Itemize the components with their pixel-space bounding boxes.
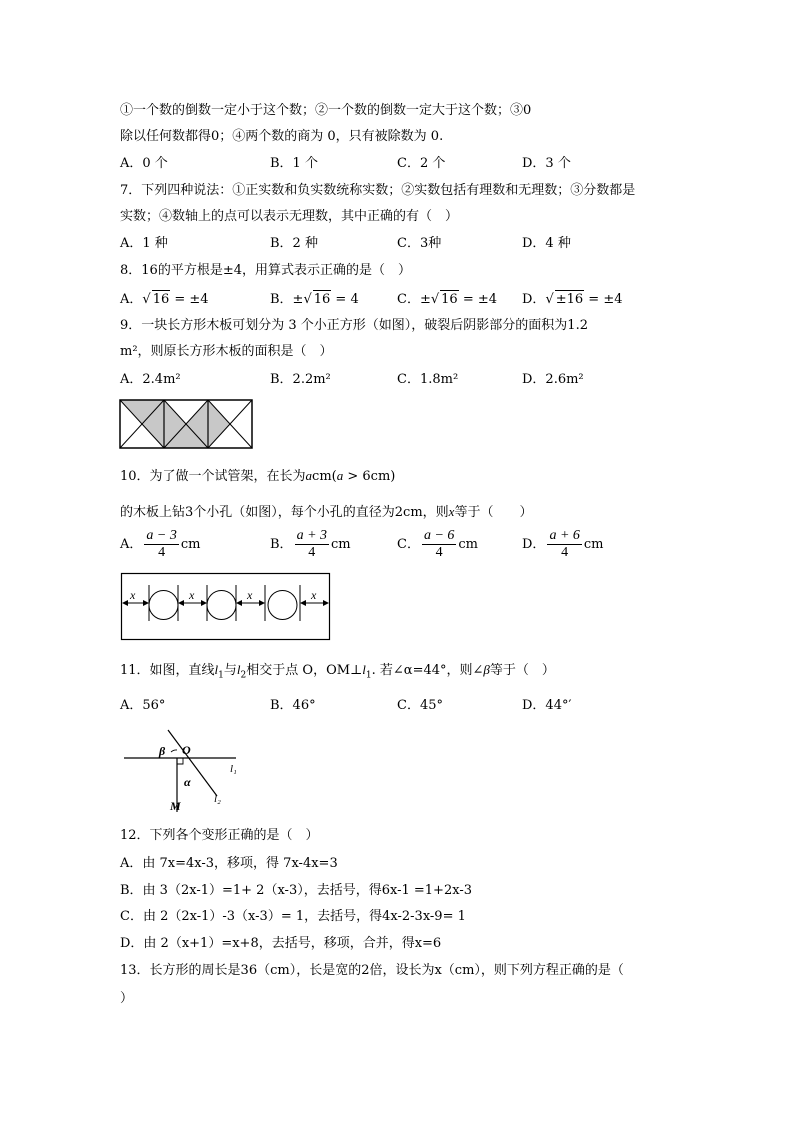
q12-option-b: B．由 3（2x-1）=1+ 2（x-3），去括号，得6x-1 =1+2x-3 (120, 883, 472, 898)
q10-line2 (120, 503, 532, 522)
q8-b-radicand: 16 (313, 292, 331, 307)
q8-d-label: D． (522, 292, 546, 307)
q10-d-label: D． (522, 537, 546, 552)
q11-option-a: A．56° (120, 698, 166, 713)
q11-mid2: 相交于点 O，OM⊥ (246, 663, 363, 678)
q10-cond-tail: > 6cm) (343, 469, 396, 484)
q8-a-rest: = ±4 (170, 292, 209, 307)
q13-line2: ） (120, 991, 134, 1006)
q7-option-b: B．2 种 (270, 236, 318, 251)
fraction-denominator: 4 (308, 545, 316, 560)
q11-option-c: C．45° (397, 698, 443, 713)
fraction (422, 528, 456, 561)
line-l2 (168, 730, 217, 796)
q11-lines-figure (122, 722, 252, 814)
q12-option-d: D．由 2（x+1）=x+8，去括号，移项，合并，得x=6 (120, 936, 442, 951)
fraction-numerator: a + 6 (549, 528, 580, 543)
q11-line1 (120, 661, 555, 685)
alpha-label: α (184, 775, 191, 789)
q10-unit: cm( (312, 469, 337, 484)
q11-option-b: B．46° (270, 698, 316, 713)
prev-question-line1: ①一个数的倒数一定小于这个数；②一个数的倒数一定大于这个数；③0 (120, 103, 532, 118)
sqrt-sign-icon: √ (430, 292, 440, 307)
beta-arc (171, 750, 177, 752)
q11-mid3: . 若∠α=44°，则∠ (371, 663, 484, 678)
q7-line1: 7．下列四种说法：①正实数和负实数统称实数；②实数包括有理数和无理数；③分数都是 (120, 183, 636, 198)
q11-l2: l (236, 662, 241, 677)
x-label: x (189, 588, 195, 602)
q10-d-unit: cm (583, 537, 604, 552)
q8-d-radicand: ±16 (555, 292, 584, 307)
fraction-numerator: a − 6 (423, 528, 455, 543)
q9-line1: 9．一块长方形木板可划分为 3 个小正方形（如图），破裂后阴影部分的面积为1.2 (120, 318, 588, 333)
q8-a-label: A． (120, 292, 143, 307)
x-label: x (247, 588, 253, 602)
q10-a-unit: cm (180, 537, 201, 552)
q7-option-c: C．3种 (397, 236, 442, 251)
q9-board-figure (120, 400, 252, 448)
q8-c-radicand: 16 (441, 292, 458, 307)
q8-c-rest: = ±4 (458, 292, 498, 307)
fraction (547, 528, 581, 561)
q10-b-label: B． (270, 537, 293, 552)
fraction-denominator: 4 (435, 545, 443, 560)
q11-l2-sub: 2 (240, 670, 247, 681)
l1-label: l₁ (230, 763, 237, 775)
q11-text: 11．如图，直线 (120, 663, 215, 678)
sqrt-sign-icon: √ (545, 292, 554, 307)
q8-option-b (270, 290, 359, 309)
q10-var-x: x (448, 504, 455, 519)
q12-line1: 12．下列各个变形正确的是（ ） (120, 828, 319, 843)
q10-option-c (397, 528, 478, 561)
q11-beta: β (483, 662, 490, 677)
q11-l3: l (362, 662, 366, 677)
q10-c-label: C． (397, 537, 420, 552)
fraction-denominator: 4 (158, 545, 166, 560)
q12-option-a: A．由 7x=4x-3，移项，得 7x-4x=3 (120, 856, 338, 871)
q11-l1: l (214, 662, 219, 677)
q10-option-b (270, 528, 351, 561)
fraction-denominator: 4 (561, 545, 569, 560)
q8-c-label: C．± (397, 292, 431, 307)
prev-option-c: C．2 个 (397, 156, 446, 171)
shaded-region (208, 400, 230, 448)
hole-circle (149, 591, 178, 620)
q8-d-rest: = ±4 (584, 292, 623, 307)
q10-line2-tail: 等于（ ） (454, 505, 533, 520)
q10-var-a: a (305, 468, 313, 483)
sqrt-sign-icon: √ (303, 292, 312, 307)
q9-line2: m²，则原长方形木板的面积是（ ） (120, 344, 333, 359)
fraction (295, 528, 329, 561)
q8-b-label: B．± (270, 292, 304, 307)
fraction-numerator: a − 3 (146, 528, 177, 543)
l2-label: l₂ (214, 793, 221, 805)
o-label: O (182, 743, 191, 757)
q11-l3-sub: 1 (365, 670, 372, 681)
q9-option-b: B．2.2m² (270, 372, 331, 387)
x-label: x (130, 588, 136, 602)
m-label: M (170, 799, 181, 813)
q9-option-d: D．2.6m² (522, 372, 584, 387)
fraction (144, 528, 178, 561)
q10-board-figure (121, 573, 331, 641)
q10-line1-text: 10．为了做一个试管架，在长为 (120, 469, 306, 484)
q11-mid1: 与 (223, 663, 237, 678)
q10-option-a (120, 528, 200, 561)
x-label: x (311, 588, 317, 602)
q8-a-radicand: 16 (152, 292, 170, 307)
right-angle-mark (177, 758, 183, 764)
q11-option-d: D．44°′ (522, 698, 572, 713)
sqrt-sign-icon: √ (142, 292, 151, 307)
prev-option-a: A．0 个 (120, 156, 168, 171)
q11-tail: 等于（ ） (489, 663, 555, 678)
prev-option-d: D．3 个 (522, 156, 571, 171)
q9-option-c: C．1.8m² (397, 372, 459, 387)
q7-option-a: A．1 种 (120, 236, 168, 251)
q8-option-c (397, 290, 497, 309)
q8-b-rest: = 4 (331, 292, 359, 307)
hole-circle (268, 591, 297, 620)
q10-c-unit: cm (458, 537, 479, 552)
prev-option-b: B．1 个 (270, 156, 318, 171)
q10-line2-text: 的木板上钻3个小孔（如图），每个小孔的直径为2cm，则 (120, 505, 449, 520)
q8-line1: 8．16的平方根是±4，用算式表示正确的是（ ） (120, 263, 411, 278)
q10-line1 (120, 467, 395, 486)
q10-b-unit: cm (331, 537, 351, 552)
q11-l1-sub: 1 (218, 670, 224, 681)
q7-line2: 实数；④数轴上的点可以表示无理数，其中正确的有（ ） (120, 209, 459, 224)
q8-option-d (522, 290, 623, 309)
prev-question-line2: 除以任何数都得0；④两个数的商为 0，只有被除数为 0. (120, 129, 444, 144)
hole-circle (207, 591, 236, 620)
q8-option-a (120, 290, 209, 309)
beta-label: β (159, 744, 166, 758)
fraction-numerator: a + 3 (296, 528, 328, 543)
q10-cond-a: a (336, 468, 344, 483)
q10-a-label: A． (120, 537, 143, 552)
q9-option-a: A．2.4m² (120, 372, 181, 387)
q10-option-d (522, 528, 604, 561)
q12-option-c: C．由 2（2x-1）-3（x-3）= 1，去括号，得4x-2-3x-9= 1 (120, 909, 466, 924)
q13-line1: 13．长方形的周长是36（cm），长是宽的2倍，设长为x（cm），则下列方程正确的是（ (120, 963, 624, 978)
q7-option-d: D．4 种 (522, 236, 571, 251)
